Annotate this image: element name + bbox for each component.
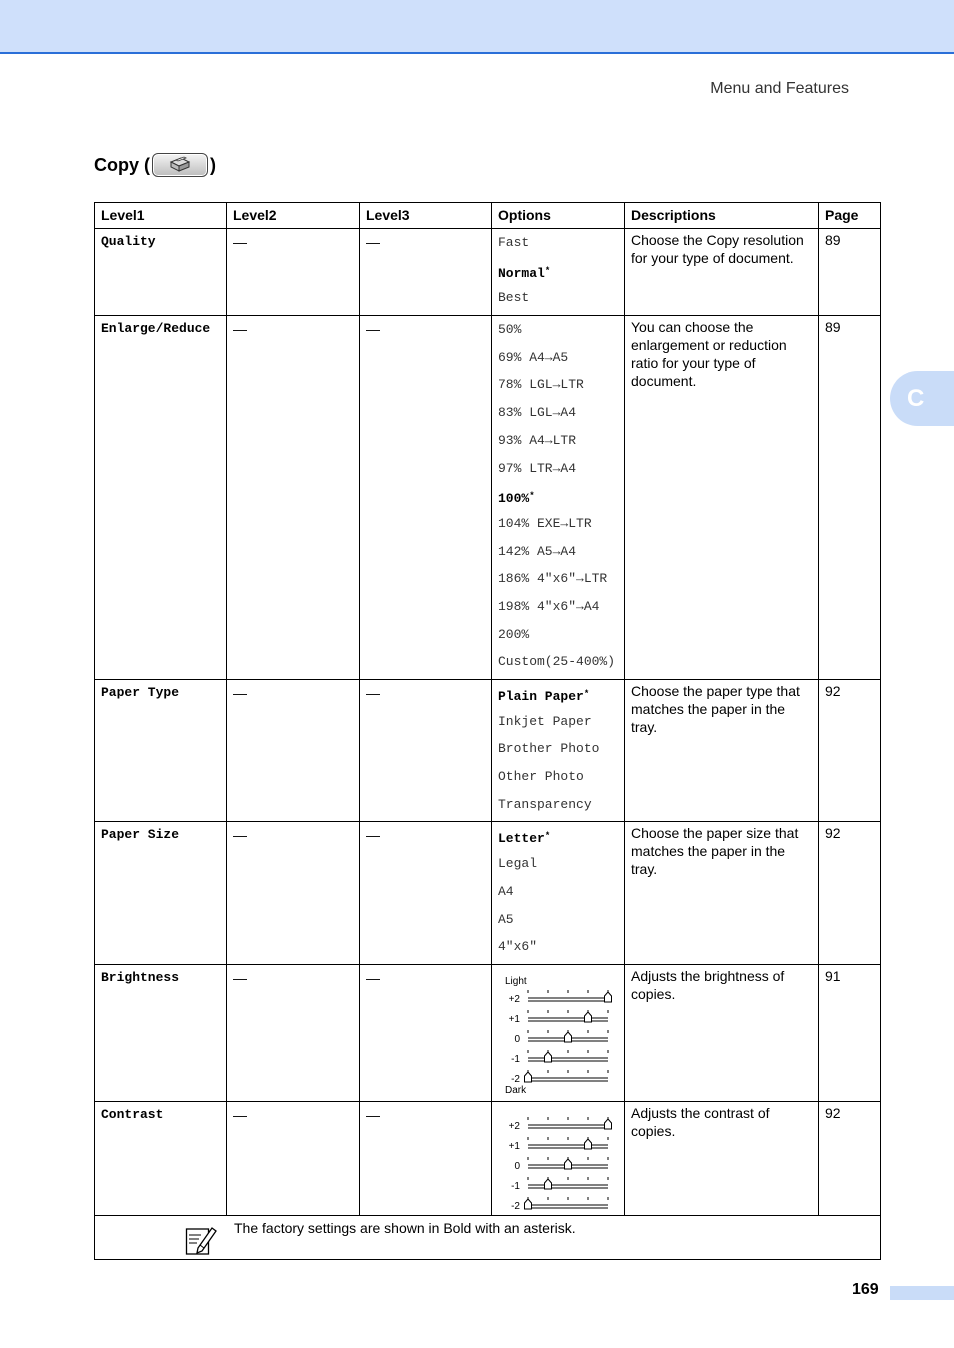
slider-level-label: -2: [511, 1200, 520, 1212]
level3-cell: —: [360, 822, 492, 964]
slider-level-row: [511, 1177, 608, 1192]
option-item: 93% A4→LTR: [498, 432, 577, 448]
table-row: [95, 316, 881, 680]
option-item: Best: [498, 290, 530, 306]
option-item: Legal: [498, 856, 538, 872]
option-item: 50%: [498, 322, 522, 338]
option-item: 97% LTR→A4: [498, 460, 577, 476]
page-cell: 92: [819, 680, 881, 822]
header-options: Options: [492, 203, 625, 229]
brightness-slider-icon: [498, 971, 618, 1095]
option-item: 83% LGL→A4: [498, 405, 577, 421]
slider-level-row: [509, 1010, 608, 1025]
description-cell: You can choose the enlargement or reduction ratio for your type of document.: [625, 316, 819, 680]
slider-level-row: [511, 1197, 608, 1212]
option-item: Brother Photo: [498, 741, 600, 757]
note-pencil-icon: [185, 1224, 217, 1259]
description-cell: Choose the Copy resolution for your type of document.: [625, 229, 819, 316]
running-head: Menu and Features: [710, 80, 849, 97]
contrast-slider-icon: [498, 1108, 618, 1212]
page-cell: 89: [819, 316, 881, 680]
page-cell: 92: [819, 822, 881, 964]
level1-cell: Brightness: [95, 964, 227, 1101]
slider-level-label: -1: [511, 1180, 520, 1192]
table-row: [95, 1101, 881, 1215]
header-level3: Level3: [360, 203, 492, 229]
slider-level-row: [511, 1070, 608, 1085]
level1-cell: Paper Type: [95, 680, 227, 822]
slider-level-label: +1: [508, 1140, 520, 1152]
brightness-slider-graphic: [498, 971, 618, 1095]
slider-level-row: [514, 1157, 608, 1172]
slider-level-row: [514, 1030, 608, 1045]
level1-cell: Quality: [95, 229, 227, 316]
table-row: [95, 822, 881, 964]
default-asterisk: *: [544, 265, 551, 276]
slider-level-row: [509, 990, 612, 1005]
level2-cell: —: [227, 229, 360, 316]
slider-level-label: +2: [508, 1120, 520, 1132]
slider-level-label: -1: [511, 1053, 520, 1065]
slider-knob: [605, 992, 612, 1002]
slider-top-label: Light: [505, 975, 527, 987]
option-item: 186% 4"x6"→LTR: [498, 571, 608, 587]
slider-level-label: 0: [514, 1160, 520, 1172]
chapter-letter: C: [907, 384, 925, 412]
option-item: 198% 4"x6"→A4: [498, 598, 600, 614]
note-row: [95, 1215, 881, 1259]
level2-cell: —: [227, 822, 360, 964]
slider-knob: [545, 1179, 552, 1189]
page-cell: 89: [819, 229, 881, 316]
default-asterisk: *: [529, 491, 535, 502]
options-cell: [492, 964, 625, 1101]
header-level2: Level2: [227, 203, 360, 229]
section-title: [94, 150, 216, 180]
slider-knob: [545, 1052, 552, 1062]
level2-cell: —: [227, 316, 360, 680]
level2-cell: —: [227, 964, 360, 1101]
option-item: Other Photo: [498, 769, 584, 785]
header-page: Page: [819, 203, 881, 229]
note-cell: [95, 1215, 881, 1259]
section-title-text: Copy (: [94, 154, 150, 175]
option-item: Fast: [498, 235, 530, 250]
page-cell: 91: [819, 964, 881, 1101]
option-item: 78% LGL→LTR: [498, 377, 584, 393]
option-item: Normal*: [498, 265, 551, 281]
slider-level-label: -2: [511, 1073, 520, 1085]
page-cell: 92: [819, 1101, 881, 1215]
chapter-tab: [890, 371, 954, 426]
note-text: The factory settings are shown in Bold with an asterisk.: [234, 1219, 576, 1236]
slider-knob: [585, 1012, 592, 1022]
option-item: 69% A4→A5: [498, 349, 569, 365]
option-item: 104% EXE→LTR: [498, 515, 592, 531]
section-title-close: ): [210, 154, 216, 175]
options-cell: [492, 229, 625, 316]
option-item: 200%: [498, 626, 530, 642]
header-band: [0, 0, 954, 54]
options-cell: [492, 1101, 625, 1215]
table-row: [95, 964, 881, 1101]
default-asterisk: *: [544, 831, 551, 842]
option-item: Plain Paper*: [498, 689, 590, 704]
level3-cell: —: [360, 229, 492, 316]
level2-cell: —: [227, 1101, 360, 1215]
slider-knob: [525, 1199, 532, 1209]
description-cell: Choose the paper type that matches the paper in the tray.: [625, 680, 819, 822]
level3-cell: —: [360, 316, 492, 680]
option-item: 142% A5→A4: [498, 543, 577, 559]
slider-level-row: [509, 1117, 612, 1132]
level1-cell: Paper Size: [95, 822, 227, 964]
option-item: 4"x6": [498, 939, 538, 955]
description-cell: Adjusts the brightness of copies.: [625, 964, 819, 1101]
description-cell: Adjusts the contrast of copies.: [625, 1101, 819, 1215]
option-item: 100%*: [498, 491, 535, 507]
footer-band: [890, 1286, 954, 1300]
slider-knob: [565, 1032, 572, 1042]
header-descriptions: Descriptions: [625, 203, 819, 229]
description-cell: Choose the paper size that matches the paper in the tray.: [625, 822, 819, 964]
level2-cell: —: [227, 680, 360, 822]
header-level1: Level1: [95, 203, 227, 229]
copy-menu-table: [94, 202, 881, 1260]
slider-level-label: +1: [508, 1013, 520, 1025]
slider-level-label: 0: [514, 1033, 520, 1045]
slider-bottom-label: Dark: [505, 1084, 527, 1095]
level3-cell: —: [360, 680, 492, 822]
table-header-row: [95, 203, 881, 229]
slider-level-row: [511, 1050, 608, 1065]
table-row: [95, 680, 881, 822]
slider-level-label: +2: [508, 993, 520, 1005]
slider-knob: [585, 1139, 592, 1149]
default-asterisk: *: [583, 689, 590, 699]
copy-key-icon: [152, 153, 208, 177]
level1-cell: Contrast: [95, 1101, 227, 1215]
option-item: A4: [498, 883, 514, 899]
page-number: 169: [852, 1281, 879, 1298]
contrast-slider-graphic: [498, 1108, 618, 1212]
slider-knob: [525, 1072, 532, 1082]
level3-cell: —: [360, 964, 492, 1101]
options-cell: [492, 316, 625, 680]
slider-knob: [565, 1159, 572, 1169]
option-item: Custom(25-400%): [498, 654, 616, 670]
level1-cell: Enlarge/Reduce: [95, 316, 227, 680]
table-row: [95, 229, 881, 316]
slider-level-row: [509, 1137, 608, 1152]
level3-cell: —: [360, 1101, 492, 1215]
option-item: A5: [498, 911, 514, 927]
option-item: Transparency: [498, 796, 592, 812]
option-item: Inkjet Paper: [498, 713, 592, 729]
slider-knob: [605, 1119, 612, 1129]
options-cell: [492, 680, 625, 822]
options-cell: [492, 822, 625, 964]
option-item: Letter*: [498, 831, 551, 847]
